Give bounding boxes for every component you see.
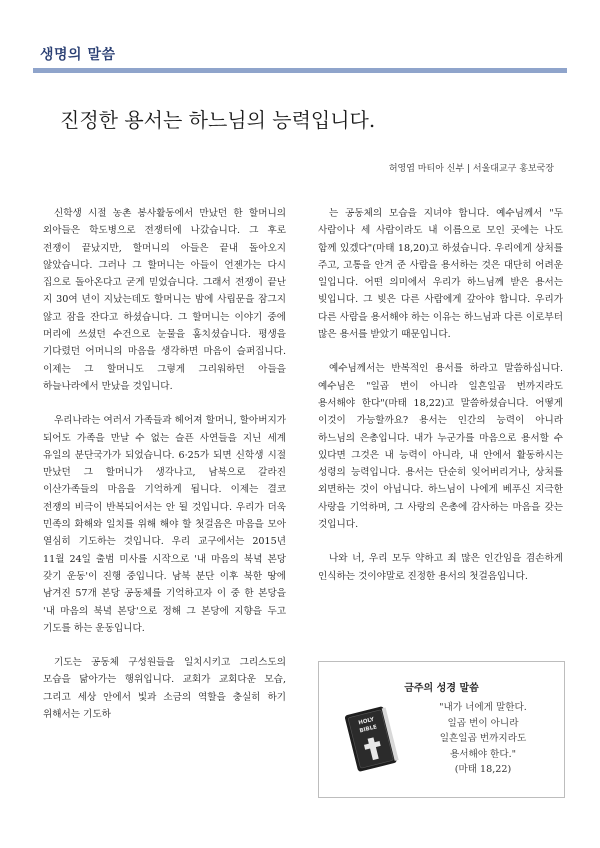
- verse-line: 일곱 번이 아니라: [447, 717, 519, 729]
- svg-text:BIBLE: BIBLE: [359, 724, 378, 735]
- verse-line: 일흔일곱 번까지라도: [439, 733, 527, 744]
- article-column-left: [43, 205, 286, 740]
- paragraph: 나와 너, 우리 모두 약하고 죄 많은 인간임을 겸손하게 인식하는 것이야말로 진정한 용서의 첫걸음입니다.: [318, 553, 563, 582]
- paragraph: 기도는 공동체 구성원들을 일치시키고 그리스도의 모습을 닮아가는 행위입니다. 교회가 교회다운 모습, 그리고 세상 안에서 빛과 소금의 역할을 충실히 하기 위해서는 기도하: [43, 657, 286, 721]
- svg-text:HOLY: HOLY: [357, 716, 375, 727]
- section-divider: [33, 68, 567, 73]
- article-column-right: [318, 205, 563, 602]
- article-title: 진정한 용서는 하느님의 능력입니다.: [60, 108, 376, 132]
- section-label: 생명의 말씀: [40, 47, 116, 63]
- bible-icon: [335, 700, 407, 780]
- article-author: 허영엽 마티아 신부 | 서울대교구 홍보국장: [388, 164, 554, 174]
- verse-text: [413, 700, 553, 778]
- paragraph: 는 공동체의 모습을 지녀야 합니다. 예수님께서 "두 사람이나 세 사람이라도 내 이름으로 모인 곳에는 나도 함께 있겠다"(마태 18,20)고 하셨습니다. 우리에게 상처를 주고, 고통을 안겨 준 사람을 용서하는 것은 대단히 어려운 일입니다. 어떤 의미에서 우리가 하느님께 받은 용서는 빚입니다. 그 빚은 다른 사람에게 갚아야 합니다. 우리가 다른 사람을 용서해야 하는 이유는 하느님과 다른 이로부터 많은 용서를 받았기 때문입니다.: [318, 208, 563, 341]
- paragraph: 우리나라는 여러서 가족들과 헤어져 할머니, 할아버지가 되어도 가족을 만날 수 없는 슬픈 사연들을 지닌 세계 유일의 분단국가가 되었습니다. 6·25가 되면 신학생 시절 만났던 그 할머니가 생각나고, 남북으로 갈라진 이산가족들의 마음을 기억하게 됩니다. 이제는 결코 전쟁의 비극이 반복되어서는 안 될 것입니다. 우리가 더욱 민족의 화해와 일치를 위해 해야 할 첫걸음은 마음을 모아 열심히 기도하는 것입니다. 우리 교구에서는 2015년 11월 24일 출범 미사를 시작으로 '내 마음의 북녘 본당 갖기 운동'이 진행 중입니다. 남북 분단 이후 북한 땅에 남겨진 57개 본당 공동체를 기억하고자 이 중 한 본당을 '내 마음의 북녘 본당'으로 정해 그 본당에 지향을 두고 기도를 하는 운동입니다.: [43, 415, 286, 634]
- weekly-verse-box: [318, 661, 565, 798]
- verse-line: 용서해야 한다.": [449, 748, 517, 760]
- verse-line: "내가 너에게 말한다.: [439, 702, 527, 713]
- paragraph: 신학생 시절 농촌 봉사활동에서 만났던 한 할머니의 외아들은 학도병으로 전쟁터에 나갔습니다. 그 후로 전쟁이 끝났지만, 할머니의 아들은 끝내 돌아오지 않았습니다. 그러나 그 할머니는 아들이 언젠가는 다시 집으로 돌아온다고 굳게 믿었습니다. 그래서 전쟁이 끝난 지 30여 년이 지났는데도 할머니는 밤에 사립문을 잠그지 않고 잠을 잔다고 하셨습니다. 그 할머니는 이야기 중에 머리에 쓰셨던 수건으로 눈물을 훔치셨습니다. 평생을 기다렸던 어머니의 마음을 생각하면 마음이 슬퍼집니다. 이제는 그 할머니도 그렇게 그리워하던 아들을 하늘나라에서 만났을 것입니다.: [43, 208, 286, 392]
- paragraph: 예수님께서는 반복적인 용서를 하라고 말씀하십니다. 예수님은 "일곱 번이 아니라 일흔일곱 번까지라도 용서해야 한다"(마태 18,22)고 말씀하셨습니다. 어떻게 이것이 가능할까요? 용서는 인간의 능력이 아니라 하느님의 은총입니다. 내가 누군가를 마음으로 용서할 수 있다면 그것은 내 능력이 아니라, 내 안에서 활동하시는 성령의 능력입니다. 용서는 단순히 잊어버리거나, 상처를 외면하는 것이 아닙니다. 하느님이 나에게 베푸신 지극한 사랑을 기억하며, 그 사랑의 은총에 감사하는 마음을 갖는 것입니다.: [318, 363, 563, 531]
- verse-heading: 금주의 성경 말씀: [404, 683, 479, 694]
- verse-citation: (마태 18,22): [454, 764, 512, 775]
